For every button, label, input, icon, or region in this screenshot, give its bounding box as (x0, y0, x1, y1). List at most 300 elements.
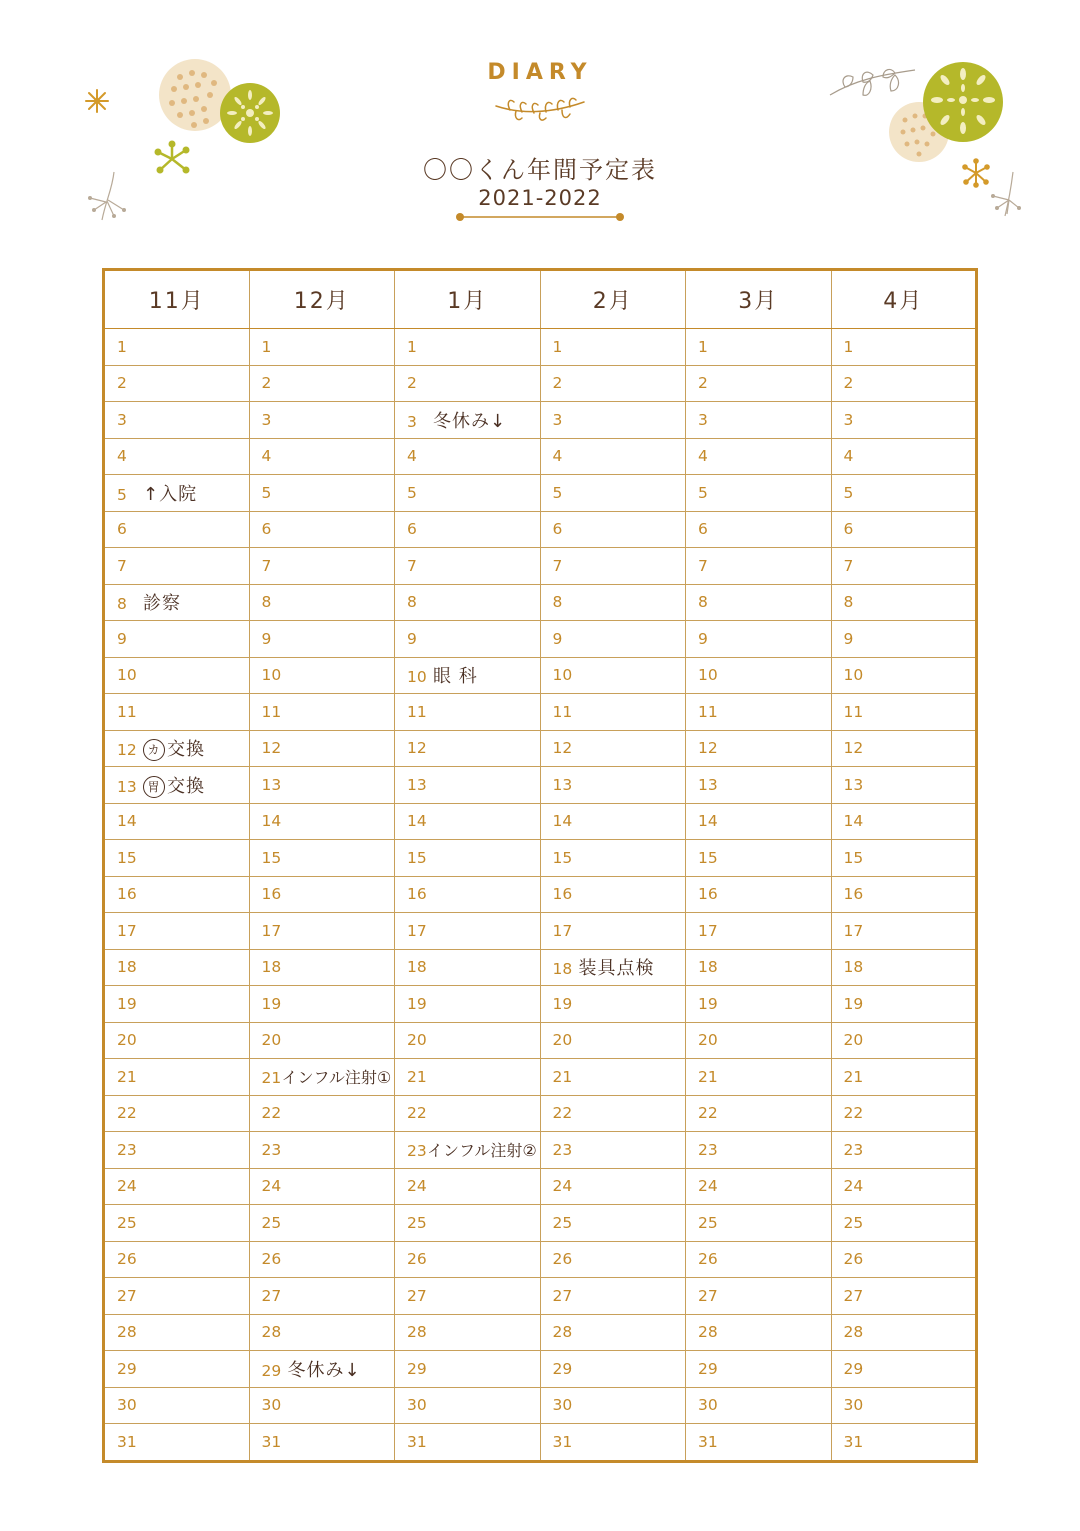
day-cell[interactable] (686, 1168, 832, 1205)
day-cell[interactable] (395, 1314, 541, 1351)
day-number: 13 (261, 775, 282, 794)
day-cell[interactable] (104, 511, 250, 548)
day-number: 22 (117, 1104, 137, 1123)
day-cell[interactable] (395, 730, 541, 767)
day-cell[interactable] (831, 1132, 977, 1169)
day-number: 31 (407, 1432, 427, 1451)
day-number: 20 (261, 1031, 282, 1050)
day-cell[interactable] (831, 365, 977, 402)
day-cell[interactable] (395, 1241, 541, 1278)
day-cell[interactable] (686, 767, 832, 804)
day-cell[interactable] (686, 694, 832, 731)
day-number: 31 (698, 1432, 718, 1451)
day-row (104, 840, 977, 877)
day-cell[interactable] (104, 329, 250, 366)
page-title: 〇〇くん年間予定表 (423, 156, 657, 184)
day-number: 12 (117, 741, 137, 760)
day-cell[interactable] (395, 840, 541, 877)
day-row (104, 1278, 977, 1315)
day-cell[interactable] (831, 402, 977, 439)
day-number: 30 (698, 1396, 718, 1415)
day-number: 16 (407, 885, 427, 904)
day-cell[interactable] (831, 1278, 977, 1315)
day-cell[interactable] (686, 1351, 832, 1388)
day-cell[interactable] (395, 438, 541, 475)
day-cell[interactable] (540, 365, 686, 402)
day-cell[interactable] (831, 694, 977, 731)
day-cell[interactable] (249, 1387, 395, 1424)
day-number: 28 (552, 1323, 573, 1342)
day-cell[interactable] (686, 548, 832, 585)
day-cell[interactable] (831, 1387, 977, 1424)
day-cell[interactable] (104, 1168, 250, 1205)
note-text: ↑入院 (143, 483, 198, 505)
day-number: 5 (117, 485, 127, 504)
day-cell[interactable] (540, 621, 686, 658)
day-cell[interactable] (249, 402, 395, 439)
day-cell[interactable] (831, 584, 977, 621)
day-cell[interactable] (104, 1314, 250, 1351)
day-cell[interactable] (104, 1022, 250, 1059)
day-cell[interactable] (104, 475, 250, 512)
day-cell[interactable] (686, 1387, 832, 1424)
day-cell[interactable] (686, 986, 832, 1023)
day-number: 23 (117, 1140, 137, 1159)
day-cell[interactable] (395, 1132, 541, 1169)
day-cell[interactable] (249, 1241, 395, 1278)
day-cell[interactable] (540, 657, 686, 694)
day-cell[interactable] (540, 840, 686, 877)
day-cell[interactable] (540, 475, 686, 512)
day-cell[interactable] (249, 1168, 395, 1205)
day-cell[interactable] (104, 402, 250, 439)
day-number: 8 (117, 595, 127, 614)
day-cell[interactable] (686, 511, 832, 548)
day-row (104, 329, 977, 366)
day-cell[interactable] (686, 1022, 832, 1059)
day-cell[interactable] (540, 584, 686, 621)
day-number: 15 (698, 848, 718, 867)
day-cell[interactable] (395, 986, 541, 1023)
day-row (104, 1168, 977, 1205)
day-number: 25 (843, 1213, 864, 1232)
day-cell[interactable] (249, 1351, 395, 1388)
day-number: 9 (117, 629, 127, 648)
day-cell[interactable] (395, 876, 541, 913)
day-number: 19 (407, 994, 427, 1013)
day-cell[interactable] (831, 1168, 977, 1205)
day-cell[interactable] (249, 475, 395, 512)
day-cell[interactable] (395, 949, 541, 986)
day-number: 29 (117, 1359, 137, 1378)
day-cell[interactable] (104, 621, 250, 658)
day-number: 16 (261, 885, 282, 904)
day-number: 4 (261, 447, 272, 466)
day-cell[interactable] (831, 329, 977, 366)
day-cell[interactable] (395, 511, 541, 548)
day-cell[interactable] (686, 1095, 832, 1132)
day-cell[interactable] (395, 1278, 541, 1315)
day-cell[interactable] (104, 1278, 250, 1315)
day-cell[interactable] (249, 657, 395, 694)
day-number: 13 (843, 775, 864, 794)
day-number: 12 (407, 739, 427, 758)
day-cell[interactable] (686, 657, 832, 694)
day-cell[interactable] (831, 657, 977, 694)
day-cell[interactable] (686, 1314, 832, 1351)
day-cell[interactable] (686, 365, 832, 402)
day-row (104, 621, 977, 658)
day-cell[interactable] (540, 876, 686, 913)
day-cell[interactable] (249, 986, 395, 1023)
day-cell[interactable] (831, 1205, 977, 1242)
day-number: 2 (552, 374, 563, 393)
day-number: 27 (552, 1286, 573, 1305)
day-cell[interactable] (540, 949, 686, 986)
day-row (104, 1387, 977, 1424)
day-cell[interactable] (104, 876, 250, 913)
day-number: 31 (117, 1432, 137, 1451)
day-cell[interactable] (686, 1205, 832, 1242)
day-row (104, 730, 977, 767)
day-cell[interactable] (540, 1022, 686, 1059)
day-cell[interactable] (686, 1424, 832, 1462)
month-header: 1月 (395, 270, 541, 329)
day-cell[interactable] (831, 949, 977, 986)
day-cell[interactable] (249, 1314, 395, 1351)
day-cell[interactable] (831, 913, 977, 950)
day-cell[interactable] (249, 548, 395, 585)
day-number: 24 (698, 1177, 718, 1196)
day-cell[interactable] (395, 365, 541, 402)
schedule-note (143, 776, 205, 797)
day-cell[interactable] (395, 1059, 541, 1096)
day-number: 10 (552, 666, 573, 685)
day-cell[interactable] (104, 1387, 250, 1424)
day-number: 6 (117, 520, 127, 539)
day-cell[interactable] (540, 402, 686, 439)
day-number: 11 (843, 702, 864, 721)
day-number: 1 (261, 337, 272, 356)
schedule-note (288, 1360, 361, 1381)
day-number: 12 (698, 739, 718, 758)
day-row (104, 1022, 977, 1059)
day-number: 23 (843, 1140, 864, 1159)
day-cell[interactable] (249, 511, 395, 548)
day-number: 27 (843, 1286, 864, 1305)
day-cell[interactable] (104, 548, 250, 585)
day-cell[interactable] (831, 986, 977, 1023)
day-number: 15 (843, 848, 864, 867)
day-cell[interactable] (540, 1095, 686, 1132)
day-cell[interactable] (249, 694, 395, 731)
day-cell[interactable] (686, 876, 832, 913)
day-cell[interactable] (686, 621, 832, 658)
day-cell[interactable] (104, 949, 250, 986)
day-number: 17 (552, 921, 573, 940)
day-cell[interactable] (249, 913, 395, 950)
day-cell[interactable] (831, 1351, 977, 1388)
day-number: 3 (117, 410, 127, 429)
day-cell[interactable] (395, 1168, 541, 1205)
day-number: 8 (407, 593, 417, 612)
day-cell[interactable] (686, 329, 832, 366)
day-cell[interactable] (540, 1387, 686, 1424)
day-number: 4 (407, 447, 417, 466)
day-cell[interactable] (104, 986, 250, 1023)
day-cell[interactable] (395, 1022, 541, 1059)
day-cell[interactable] (540, 1278, 686, 1315)
day-cell[interactable] (249, 840, 395, 877)
day-cell[interactable] (104, 1424, 250, 1462)
day-cell[interactable] (831, 621, 977, 658)
day-cell[interactable] (831, 1314, 977, 1351)
day-number: 2 (117, 374, 127, 393)
day-cell[interactable] (831, 1059, 977, 1096)
day-cell[interactable] (831, 475, 977, 512)
day-cell[interactable] (686, 475, 832, 512)
day-number: 21 (698, 1067, 718, 1086)
day-number: 23 (261, 1140, 282, 1159)
day-cell[interactable] (831, 767, 977, 804)
day-cell[interactable] (831, 840, 977, 877)
day-number: 9 (843, 629, 854, 648)
day-cell[interactable] (540, 986, 686, 1023)
day-cell[interactable] (395, 913, 541, 950)
day-cell[interactable] (686, 1132, 832, 1169)
day-cell[interactable] (686, 584, 832, 621)
month-header: 3月 (686, 270, 832, 329)
day-cell[interactable] (831, 876, 977, 913)
day-cell[interactable] (249, 1022, 395, 1059)
day-cell[interactable] (104, 767, 250, 804)
day-cell[interactable] (686, 913, 832, 950)
day-number: 9 (407, 629, 417, 648)
day-cell[interactable] (395, 1424, 541, 1462)
sparkle-flower-left-icon (84, 88, 110, 114)
day-number: 26 (843, 1250, 864, 1269)
day-cell[interactable] (540, 1205, 686, 1242)
day-cell[interactable] (686, 438, 832, 475)
day-cell[interactable] (540, 694, 686, 731)
day-cell[interactable] (395, 621, 541, 658)
day-row (104, 803, 977, 840)
circled-mark: カ (143, 739, 165, 761)
note-text: 冬休み↓ (433, 410, 507, 432)
day-cell[interactable] (104, 803, 250, 840)
month-header: 11月 (104, 270, 250, 329)
day-cell[interactable] (104, 1095, 250, 1132)
day-cell[interactable] (686, 1241, 832, 1278)
day-cell[interactable] (104, 584, 250, 621)
day-number: 5 (552, 483, 563, 502)
day-cell[interactable] (249, 621, 395, 658)
day-cell[interactable] (686, 949, 832, 986)
day-row (104, 949, 977, 986)
day-number: 23 (407, 1142, 427, 1161)
day-number: 10 (698, 666, 718, 685)
day-cell[interactable] (249, 438, 395, 475)
day-cell[interactable] (104, 657, 250, 694)
day-cell[interactable] (249, 730, 395, 767)
day-number: 20 (117, 1031, 137, 1050)
day-cell[interactable] (686, 402, 832, 439)
day-number: 8 (261, 593, 272, 612)
page-years: 2021-2022 (478, 186, 602, 210)
day-cell[interactable] (249, 767, 395, 804)
day-cell[interactable] (831, 1022, 977, 1059)
day-number: 1 (698, 337, 708, 356)
day-cell[interactable] (249, 949, 395, 986)
day-cell[interactable] (540, 803, 686, 840)
leaf-sprig-icon (490, 92, 590, 124)
day-cell[interactable] (540, 1059, 686, 1096)
day-cell[interactable] (395, 657, 541, 694)
day-cell[interactable] (395, 402, 541, 439)
day-cell[interactable] (686, 1278, 832, 1315)
day-cell[interactable] (104, 840, 250, 877)
day-cell[interactable] (831, 803, 977, 840)
day-number: 25 (552, 1213, 573, 1232)
day-number: 21 (843, 1067, 864, 1086)
day-cell[interactable] (540, 1351, 686, 1388)
day-cell[interactable] (249, 803, 395, 840)
day-cell[interactable] (104, 1351, 250, 1388)
day-number: 14 (843, 812, 864, 831)
day-cell[interactable] (540, 438, 686, 475)
day-number: 1 (117, 337, 127, 356)
day-number: 19 (117, 994, 137, 1013)
day-cell[interactable] (540, 1132, 686, 1169)
day-cell[interactable] (249, 876, 395, 913)
day-row (104, 1314, 977, 1351)
day-number: 14 (117, 812, 137, 831)
day-number: 25 (698, 1213, 718, 1232)
day-row (104, 876, 977, 913)
day-cell[interactable] (104, 1205, 250, 1242)
day-cell[interactable] (104, 1241, 250, 1278)
day-number: 21 (117, 1067, 137, 1086)
day-cell[interactable] (831, 511, 977, 548)
day-cell[interactable] (249, 584, 395, 621)
day-number: 5 (261, 483, 272, 502)
note-text: 装具点検 (578, 958, 655, 980)
day-cell[interactable] (395, 584, 541, 621)
day-number: 22 (698, 1104, 718, 1123)
day-cell[interactable] (249, 365, 395, 402)
schedule-note (433, 666, 478, 687)
day-cell[interactable] (104, 1059, 250, 1096)
day-cell[interactable] (540, 913, 686, 950)
day-number: 25 (117, 1213, 137, 1232)
day-cell[interactable] (104, 694, 250, 731)
day-cell[interactable] (831, 438, 977, 475)
day-cell[interactable] (686, 1059, 832, 1096)
day-number: 24 (407, 1177, 427, 1196)
day-cell[interactable] (395, 1387, 541, 1424)
day-number: 18 (843, 958, 864, 977)
day-cell[interactable] (249, 1059, 395, 1096)
note-text: 眼 科 (433, 666, 478, 688)
day-cell[interactable] (249, 1205, 395, 1242)
day-number: 3 (552, 410, 563, 429)
day-cell[interactable] (249, 1278, 395, 1315)
day-number: 6 (843, 520, 854, 539)
days-body (104, 329, 977, 1462)
day-number: 4 (552, 447, 563, 466)
day-cell[interactable] (395, 1095, 541, 1132)
day-number: 19 (552, 994, 573, 1013)
day-cell[interactable] (831, 730, 977, 767)
day-cell[interactable] (395, 548, 541, 585)
day-cell[interactable] (540, 1168, 686, 1205)
day-row (104, 1205, 977, 1242)
day-cell[interactable] (686, 840, 832, 877)
day-cell[interactable] (395, 803, 541, 840)
day-cell[interactable] (831, 1095, 977, 1132)
day-row (104, 475, 977, 512)
day-number: 8 (552, 593, 563, 612)
day-number: 7 (407, 556, 417, 575)
day-cell[interactable] (395, 694, 541, 731)
day-cell[interactable] (831, 1241, 977, 1278)
day-row (104, 913, 977, 950)
day-number: 3 (407, 412, 417, 431)
day-cell[interactable] (104, 1132, 250, 1169)
day-cell[interactable] (540, 548, 686, 585)
day-number: 13 (552, 775, 573, 794)
day-cell[interactable] (395, 329, 541, 366)
day-number: 18 (261, 958, 282, 977)
day-number: 21 (261, 1069, 282, 1088)
day-cell[interactable] (540, 1424, 686, 1462)
day-cell[interactable] (395, 475, 541, 512)
day-cell[interactable] (540, 1314, 686, 1351)
day-number: 19 (843, 994, 864, 1013)
day-cell[interactable] (104, 730, 250, 767)
day-cell[interactable] (540, 511, 686, 548)
day-cell[interactable] (104, 365, 250, 402)
day-cell[interactable] (104, 438, 250, 475)
day-cell[interactable] (686, 730, 832, 767)
day-cell[interactable] (540, 329, 686, 366)
day-cell[interactable] (540, 730, 686, 767)
day-cell[interactable] (249, 329, 395, 366)
day-cell[interactable] (249, 1424, 395, 1462)
day-number: 8 (698, 593, 708, 612)
day-cell[interactable] (540, 1241, 686, 1278)
day-cell[interactable] (831, 1424, 977, 1462)
day-cell[interactable] (395, 767, 541, 804)
day-number: 11 (698, 702, 718, 721)
day-cell[interactable] (249, 1095, 395, 1132)
day-cell[interactable] (540, 767, 686, 804)
day-row (104, 1241, 977, 1278)
day-cell[interactable] (104, 913, 250, 950)
day-number: 22 (261, 1104, 282, 1123)
day-cell[interactable] (395, 1351, 541, 1388)
day-number: 28 (843, 1323, 864, 1342)
day-number: 27 (698, 1286, 718, 1305)
day-cell[interactable] (395, 1205, 541, 1242)
day-number: 15 (407, 848, 427, 867)
day-cell[interactable] (831, 548, 977, 585)
day-number: 19 (698, 994, 718, 1013)
day-number: 22 (552, 1104, 573, 1123)
day-cell[interactable] (249, 1132, 395, 1169)
day-cell[interactable] (686, 803, 832, 840)
day-number: 23 (698, 1140, 718, 1159)
